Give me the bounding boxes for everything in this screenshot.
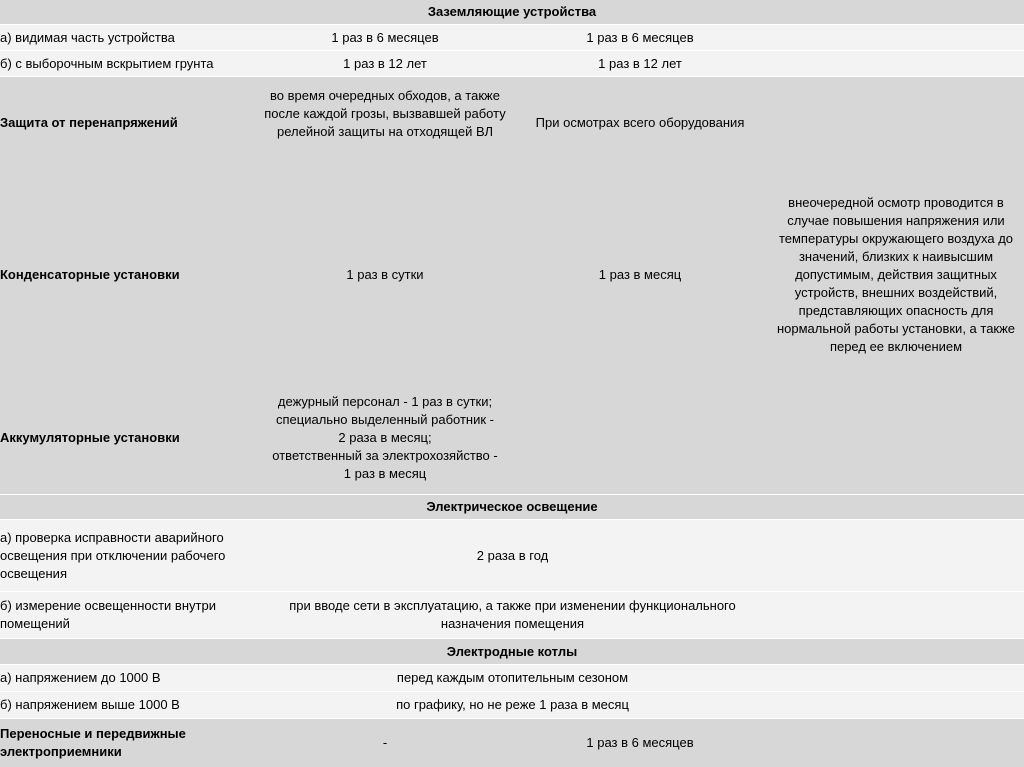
row-label: а) напряжением до 1000 В bbox=[0, 670, 161, 685]
cell-col3: 1 раз в 6 месяцев bbox=[586, 29, 694, 45]
table-row-lighting-emergency bbox=[0, 520, 1024, 591]
table-row-boiler-high bbox=[0, 692, 1024, 718]
cell-col2: во время очередных обходов, а также после каждой грозы, вызвавшей работу релейной защиты на отходящей ВЛ bbox=[264, 88, 506, 139]
row-label: Защита от перенапряжений bbox=[0, 114, 178, 130]
battery-line: 2 раза в месяц; bbox=[338, 430, 432, 445]
section-header-grounding bbox=[0, 0, 1024, 24]
cell-col2: 1 раз в 6 месяцев bbox=[331, 29, 439, 45]
table-row-battery bbox=[0, 382, 1024, 494]
row-label: Конденсаторные установки bbox=[0, 267, 180, 282]
cell-value: при вводе сети в эксплуатацию, а также при изменении функционального назначения помещения bbox=[289, 598, 736, 631]
table-row-grounding-soil bbox=[0, 51, 1024, 76]
section-header-lighting bbox=[0, 495, 1024, 519]
section-title: Заземляющие устройства bbox=[427, 4, 597, 19]
row-label: б) напряжением выше 1000 В bbox=[0, 697, 180, 712]
row-label: а) проверка исправности аварийного освещения при отключении рабочего освещения bbox=[0, 529, 226, 581]
row-label: а) видимая часть устройства bbox=[0, 29, 175, 45]
cell-value: 2 раза в год bbox=[476, 547, 549, 563]
section-header-boilers bbox=[0, 639, 1024, 664]
cell-col3: 1 раз в 6 месяцев bbox=[586, 735, 694, 750]
row-label: Аккумуляторные установки bbox=[0, 430, 180, 445]
table-row-lighting-measure bbox=[0, 592, 1024, 638]
cell-col3: 1 раз в месяц bbox=[598, 267, 682, 282]
cell-col2: 1 раз в 12 лет bbox=[343, 55, 427, 71]
section-title: Электродные котлы bbox=[446, 643, 578, 659]
table-row-portable bbox=[0, 719, 1024, 767]
table-row-boiler-low bbox=[0, 665, 1024, 691]
cell-col2: - bbox=[382, 735, 388, 750]
table-row-overvoltage bbox=[0, 77, 1024, 168]
cell-value: перед каждым отопительным сезоном bbox=[396, 670, 629, 685]
cell-col4-note: внеочередной осмотр проводится в случае повышения напряжения или температуры окружающего воздуха до значений, близких к наивысшим допустимым, действия защитных устройств, внешних воздействий, представляющих опасность для нормальной работы установки, а также перед ее включением bbox=[776, 195, 1016, 354]
battery-line: специально выделенный работник - bbox=[276, 412, 494, 427]
row-label: Переносные и передвижные электроприемники bbox=[0, 726, 186, 759]
cell-col2: 1 раз в сутки bbox=[346, 267, 424, 282]
battery-line: 1 раз в месяц bbox=[343, 466, 427, 481]
cell-col3: При осмотрах всего оборудования bbox=[535, 114, 745, 130]
battery-line: ответственный за электрохозяйство - bbox=[272, 448, 498, 463]
table-row-capacitor bbox=[0, 168, 1024, 382]
cell-col2 bbox=[255, 382, 515, 494]
row-label: б) с выборочным вскрытием грунта bbox=[0, 55, 214, 71]
cell-value: по графику, но не реже 1 раза в месяц bbox=[396, 697, 629, 712]
battery-line: дежурный персонал - 1 раз в сутки; bbox=[277, 394, 493, 409]
section-title: Электрическое освещение bbox=[426, 499, 598, 514]
table-row-grounding-visible bbox=[0, 25, 1024, 50]
cell-col3: 1 раз в 12 лет bbox=[598, 55, 682, 71]
row-label: б) измерение освещенности внутри помещений bbox=[0, 598, 216, 631]
